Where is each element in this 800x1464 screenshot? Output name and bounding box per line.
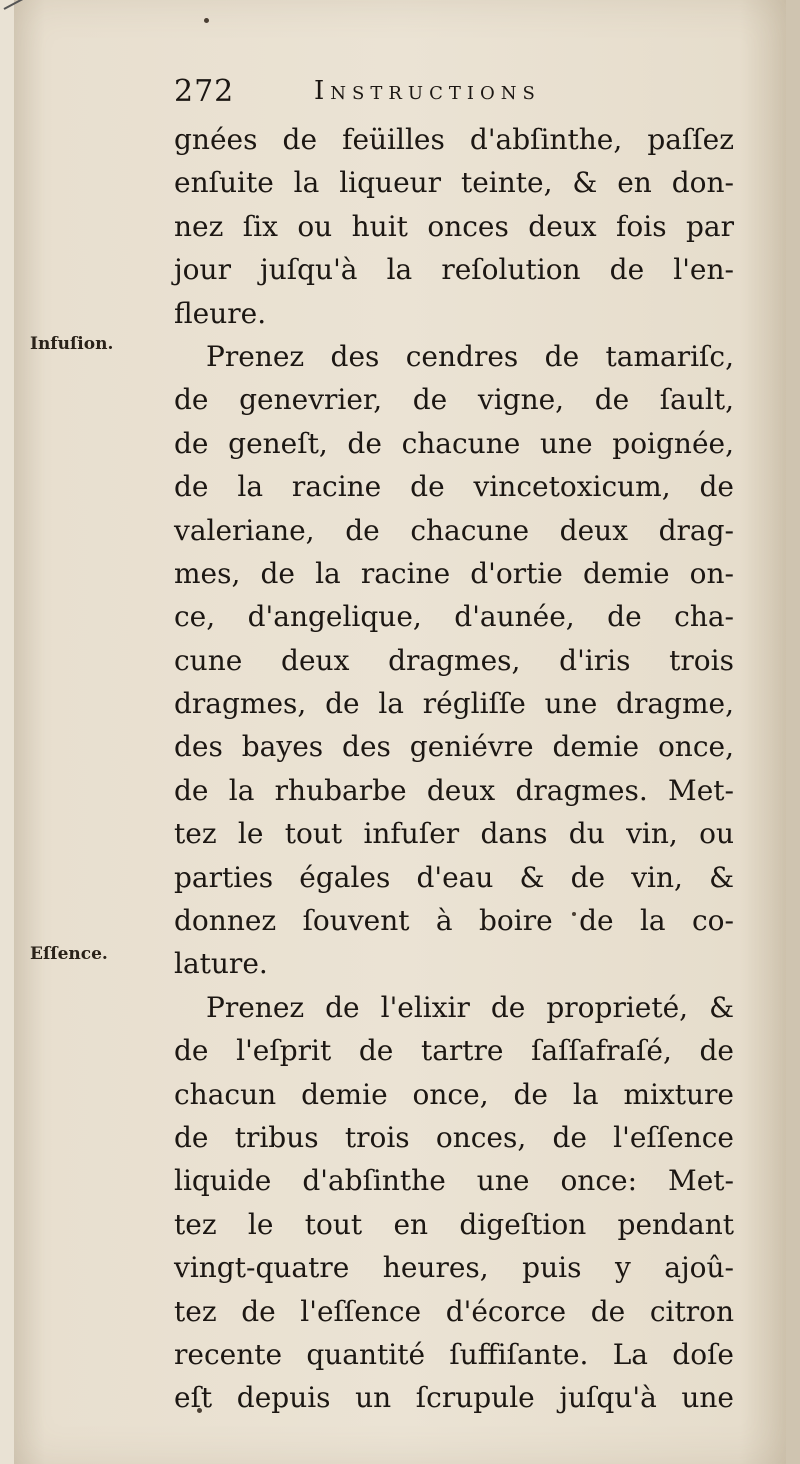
text-line: lature. bbox=[174, 947, 268, 981]
text-line: fleure. bbox=[174, 296, 267, 330]
text-line: tez le tout infuſer dans du vin, ou bbox=[174, 817, 734, 851]
text-line: ce, d'angelique, d'aunée, de cha- bbox=[174, 600, 734, 634]
text-line: des bayes des geniévre demie once, bbox=[174, 730, 734, 764]
page-header bbox=[174, 74, 734, 120]
text-line: de geneſt, de chacune une poignée, bbox=[174, 426, 734, 460]
text-line: dragmes, de la régliſſe une dragme, bbox=[174, 687, 734, 721]
text-line: Prenez de l'elixir de proprieté, & bbox=[206, 990, 734, 1024]
text-line: jour juſqu'à la reſolution de l'en- bbox=[174, 253, 734, 287]
text-line: de l'eſprit de tartre ſaſſafraſé, de bbox=[174, 1034, 734, 1068]
text-line: mes, de la racine d'ortie demie on- bbox=[174, 556, 734, 590]
text-line: gnées de feüilles d'abſinthe, paſſez bbox=[174, 123, 734, 156]
text-line: chacun demie once, de la mixture bbox=[174, 1077, 734, 1111]
text-line: recente quantité ſuffiſante. La doſe bbox=[174, 1337, 734, 1371]
ink-speck bbox=[204, 18, 209, 23]
page-number: 272 bbox=[174, 74, 235, 109]
text-line: vingt-quatre heures, puis y ajoû- bbox=[174, 1251, 734, 1285]
text-line: de la racine de vincetoxicum, de bbox=[174, 470, 734, 504]
text-line: donnez ſouvent à boire de la co- bbox=[174, 904, 734, 938]
text-line: nez ſix ou huit onces deux fois par bbox=[174, 209, 734, 243]
running-head: Instructions bbox=[314, 76, 541, 106]
text-line: parties égales d'eau & de vin, & bbox=[174, 860, 734, 894]
text-line: de la rhubarbe deux dragmes. Met- bbox=[174, 773, 734, 807]
text-line: valeriane, de chacune deux drag- bbox=[174, 513, 734, 547]
text-line: eſt depuis un ſcrupule juſqu'à une bbox=[174, 1381, 734, 1415]
text-line: tez le tout en digeſtion pendant bbox=[174, 1207, 734, 1241]
text-line: cune deux dragmes, d'iris trois bbox=[174, 643, 734, 677]
text-line: enſuite la liqueur teinte, & en don- bbox=[174, 166, 734, 200]
margin-note-infusion: Infuſion. bbox=[30, 334, 114, 354]
page-edge bbox=[786, 0, 800, 1464]
text-line: liquide d'abſinthe une once: Met- bbox=[174, 1164, 734, 1198]
text-line: de tribus trois onces, de l'eſſence bbox=[174, 1120, 734, 1154]
text-line: de genevrier, de vigne, de ſault, bbox=[174, 383, 734, 417]
body-text bbox=[174, 118, 734, 1420]
text-line: Prenez des cendres de tamariſc, bbox=[206, 339, 734, 373]
margin-note-essence: Eſſence. bbox=[30, 944, 108, 964]
text-line: tez de l'eſſence d'écorce de citron bbox=[174, 1294, 734, 1328]
